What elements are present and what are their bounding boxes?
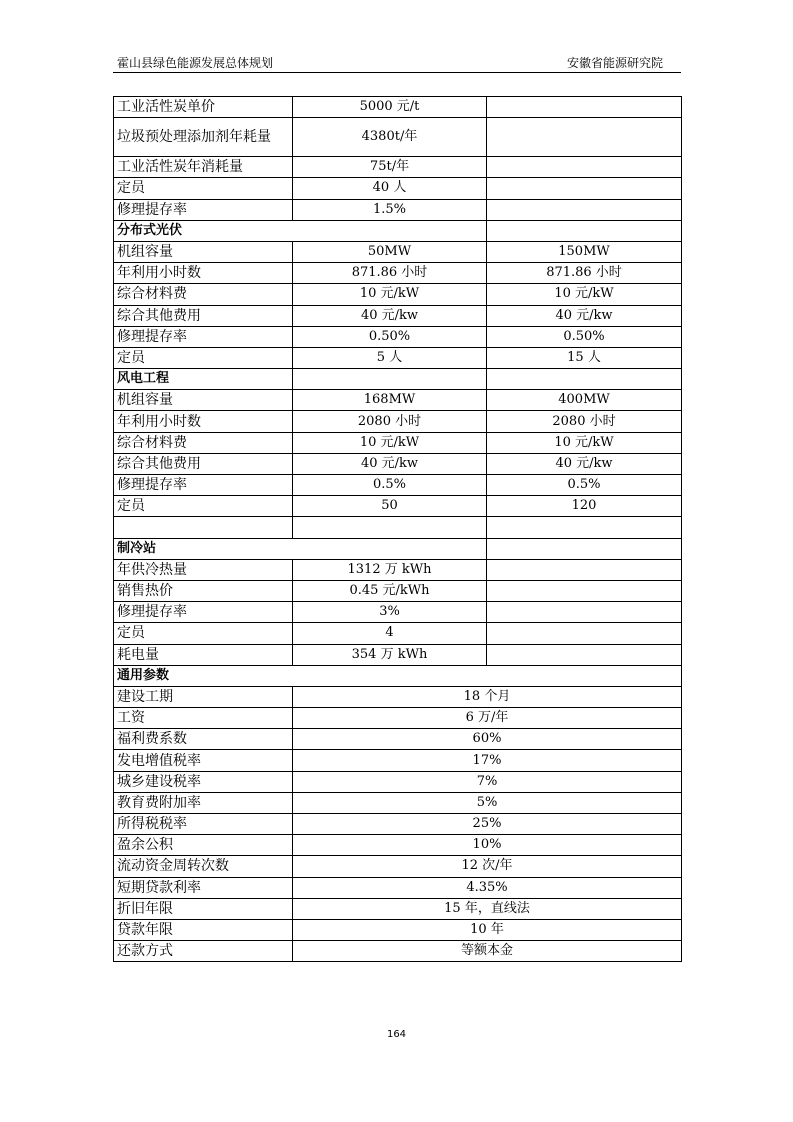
- param-label: 福利费系数: [114, 729, 293, 750]
- param-label: 建设工期: [114, 686, 293, 707]
- param-label: 工业活性炭单价: [114, 97, 293, 118]
- param-value: 15 年，直线法: [293, 898, 682, 919]
- table-row: [114, 877, 682, 898]
- table-row: [114, 835, 682, 856]
- param-value: 25%: [293, 814, 682, 835]
- param-value: 18 个月: [293, 686, 682, 707]
- table-row: [114, 178, 682, 199]
- table-row: [114, 729, 682, 750]
- param-label: 定员: [114, 347, 293, 368]
- param-value: 4380t/年: [293, 118, 487, 157]
- param-value-alt: 2080 小时: [487, 411, 682, 432]
- param-value: 5000 元/t: [293, 97, 487, 118]
- param-label: 城乡建设税率: [114, 771, 293, 792]
- param-value: 50MW: [293, 241, 487, 262]
- table-row: [114, 241, 682, 262]
- param-label: 年供冷热量: [114, 559, 293, 580]
- table-row: [114, 750, 682, 771]
- table-row: [114, 411, 682, 432]
- param-label: 定员: [114, 178, 293, 199]
- param-value: 4.35%: [293, 877, 682, 898]
- table-row: [114, 623, 682, 644]
- section-row: [114, 665, 682, 686]
- param-value: 5%: [293, 792, 682, 813]
- table-row: [114, 898, 682, 919]
- table-row: [114, 496, 682, 517]
- param-value-alt: 0.50%: [487, 326, 682, 347]
- param-value: 10 年: [293, 919, 682, 940]
- param-value: 1.5%: [293, 199, 487, 220]
- table-row: [114, 390, 682, 411]
- param-value: 871.86 小时: [293, 263, 487, 284]
- param-label: 还款方式: [114, 941, 293, 962]
- param-label: 流动资金周转次数: [114, 856, 293, 877]
- param-value-alt: 400MW: [487, 390, 682, 411]
- param-value-alt: [487, 580, 682, 601]
- param-value: 7%: [293, 771, 682, 792]
- param-value-alt: 120: [487, 496, 682, 517]
- param-label: 综合其他费用: [114, 305, 293, 326]
- header-institution: 安徽省能源研究院: [566, 56, 663, 70]
- table-row: [114, 559, 682, 580]
- table-row: [114, 686, 682, 707]
- param-value-alt: [487, 602, 682, 623]
- param-value: 10 元/kW: [293, 432, 487, 453]
- param-value-alt: [487, 644, 682, 665]
- table-row: [114, 644, 682, 665]
- page-number: 164: [386, 1029, 407, 1040]
- param-value: 354 万 kWh: [293, 644, 487, 665]
- param-value-alt: 871.86 小时: [487, 263, 682, 284]
- param-label: 耗电量: [114, 644, 293, 665]
- param-value: 5 人: [293, 347, 487, 368]
- param-value: 17%: [293, 750, 682, 771]
- param-label: 垃圾预处理添加剂年耗量: [114, 118, 293, 157]
- param-value-alt: 40 元/kw: [487, 453, 682, 474]
- param-label: 贷款年限: [114, 919, 293, 940]
- table-row: [114, 199, 682, 220]
- param-value: 等额本金: [293, 941, 682, 962]
- param-label: 发电增值税率: [114, 750, 293, 771]
- param-value: 1312 万 kWh: [293, 559, 487, 580]
- param-label: 修理提存率: [114, 602, 293, 623]
- section-row: [114, 538, 682, 559]
- param-label: 短期贷款利率: [114, 877, 293, 898]
- param-label: 修理提存率: [114, 326, 293, 347]
- param-value-alt: 150MW: [487, 241, 682, 262]
- section-title: 风电工程: [114, 369, 293, 390]
- param-label: 定员: [114, 496, 293, 517]
- param-label: 所得税税率: [114, 814, 293, 835]
- param-value: 40 人: [293, 178, 487, 199]
- param-value: 40 元/kw: [293, 453, 487, 474]
- table-row: [114, 919, 682, 940]
- table-row: [114, 453, 682, 474]
- table-row: [114, 475, 682, 496]
- table-row: [114, 517, 682, 538]
- section-title: 制冷站: [114, 538, 487, 559]
- param-label: 折旧年限: [114, 898, 293, 919]
- empty-cell: [487, 369, 682, 390]
- table-row: [114, 118, 682, 157]
- param-label: 年利用小时数: [114, 411, 293, 432]
- parameter-table: [113, 96, 682, 962]
- param-label: 销售热价: [114, 580, 293, 601]
- empty-cell: [487, 220, 682, 241]
- param-value-alt: [487, 118, 682, 157]
- param-value-alt: 10 元/kW: [487, 432, 682, 453]
- section-row: [114, 220, 682, 241]
- table-row: [114, 771, 682, 792]
- section-title: 分布式光伏: [114, 220, 487, 241]
- param-value: 4: [293, 623, 487, 644]
- param-value-alt: 0.5%: [487, 475, 682, 496]
- param-value: 0.50%: [293, 326, 487, 347]
- table-row: [114, 814, 682, 835]
- empty-cell: [293, 369, 487, 390]
- param-value-alt: 40 元/kw: [487, 305, 682, 326]
- param-label: 教育费附加率: [114, 792, 293, 813]
- param-value-alt: [487, 559, 682, 580]
- param-label: 机组容量: [114, 241, 293, 262]
- table-row: [114, 941, 682, 962]
- param-value: 6 万/年: [293, 708, 682, 729]
- param-value-alt: 10 元/kW: [487, 284, 682, 305]
- param-value: 2080 小时: [293, 411, 487, 432]
- table-row: [114, 157, 682, 178]
- param-value: 10 元/kW: [293, 284, 487, 305]
- param-value-alt: [487, 517, 682, 538]
- table-row: [114, 347, 682, 368]
- empty-cell: [487, 538, 682, 559]
- param-value: 50: [293, 496, 487, 517]
- table-row: [114, 792, 682, 813]
- param-value: 40 元/kw: [293, 305, 487, 326]
- table-row: [114, 432, 682, 453]
- param-label: 综合其他费用: [114, 453, 293, 474]
- table-row: [114, 580, 682, 601]
- param-value: 75t/年: [293, 157, 487, 178]
- param-value: 0.45 元/kWh: [293, 580, 487, 601]
- table-row: [114, 97, 682, 118]
- param-label: 工业活性炭年消耗量: [114, 157, 293, 178]
- param-value: 3%: [293, 602, 487, 623]
- param-value-alt: [487, 97, 682, 118]
- param-value-alt: 15 人: [487, 347, 682, 368]
- table-row: [114, 305, 682, 326]
- param-label: 机组容量: [114, 390, 293, 411]
- param-value: 12 次/年: [293, 856, 682, 877]
- page-header: [113, 58, 681, 73]
- param-label: [114, 517, 293, 538]
- table-row: [114, 284, 682, 305]
- table-row: [114, 602, 682, 623]
- param-label: 修理提存率: [114, 475, 293, 496]
- param-value-alt: [487, 623, 682, 644]
- param-label: 年利用小时数: [114, 263, 293, 284]
- table-row: [114, 263, 682, 284]
- section-row: [114, 369, 682, 390]
- param-value: [293, 517, 487, 538]
- param-value-alt: [487, 157, 682, 178]
- table-row: [114, 326, 682, 347]
- param-label: 工资: [114, 708, 293, 729]
- param-label: 修理提存率: [114, 199, 293, 220]
- table-row: [114, 856, 682, 877]
- header-title: 霍山县绿色能源发展总体规划: [117, 56, 274, 70]
- table-row: [114, 708, 682, 729]
- param-label: 定员: [114, 623, 293, 644]
- section-title: 通用参数: [114, 665, 682, 686]
- param-value: 10%: [293, 835, 682, 856]
- param-value: 0.5%: [293, 475, 487, 496]
- parameter-table-body: [114, 97, 682, 962]
- param-value: 60%: [293, 729, 682, 750]
- param-value-alt: [487, 178, 682, 199]
- param-value-alt: [487, 199, 682, 220]
- param-label: 综合材料费: [114, 284, 293, 305]
- param-label: 盈余公积: [114, 835, 293, 856]
- param-label: 综合材料费: [114, 432, 293, 453]
- param-value: 168MW: [293, 390, 487, 411]
